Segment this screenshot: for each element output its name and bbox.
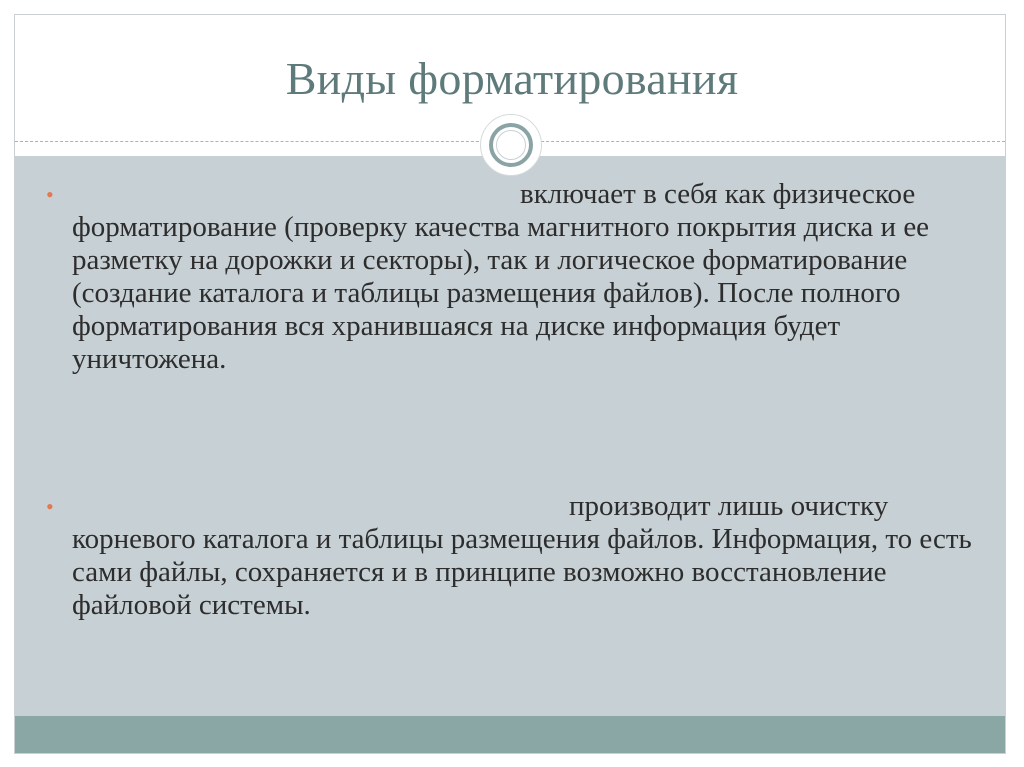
bullet-text: включает в себя как физическое форматирование (проверку качества магнитного покрытия диска и ее разметку на дорожки и секторы), так и логическое форматирование (создание каталога и таблицы размещения файлов). После полного форматирования вся хранившаяся на диске информация будет уничтожена. bbox=[72, 178, 930, 375]
bullet-marker: • bbox=[46, 182, 54, 207]
bullet-text: производит лишь очистку корневого каталога и таблицы размещения файлов. Информация, то есть сами файлы, сохраняется и в принципе возможно восстановление файловой системы. bbox=[72, 490, 972, 621]
bottom-band bbox=[15, 716, 1005, 753]
double-ring-icon bbox=[480, 114, 542, 176]
bullet-item-2 bbox=[46, 490, 992, 622]
bullet-marker: • bbox=[46, 494, 54, 519]
slide-title: Виды форматирования bbox=[285, 53, 739, 104]
bullet-item-1 bbox=[46, 178, 952, 376]
ring-inner bbox=[489, 123, 533, 167]
